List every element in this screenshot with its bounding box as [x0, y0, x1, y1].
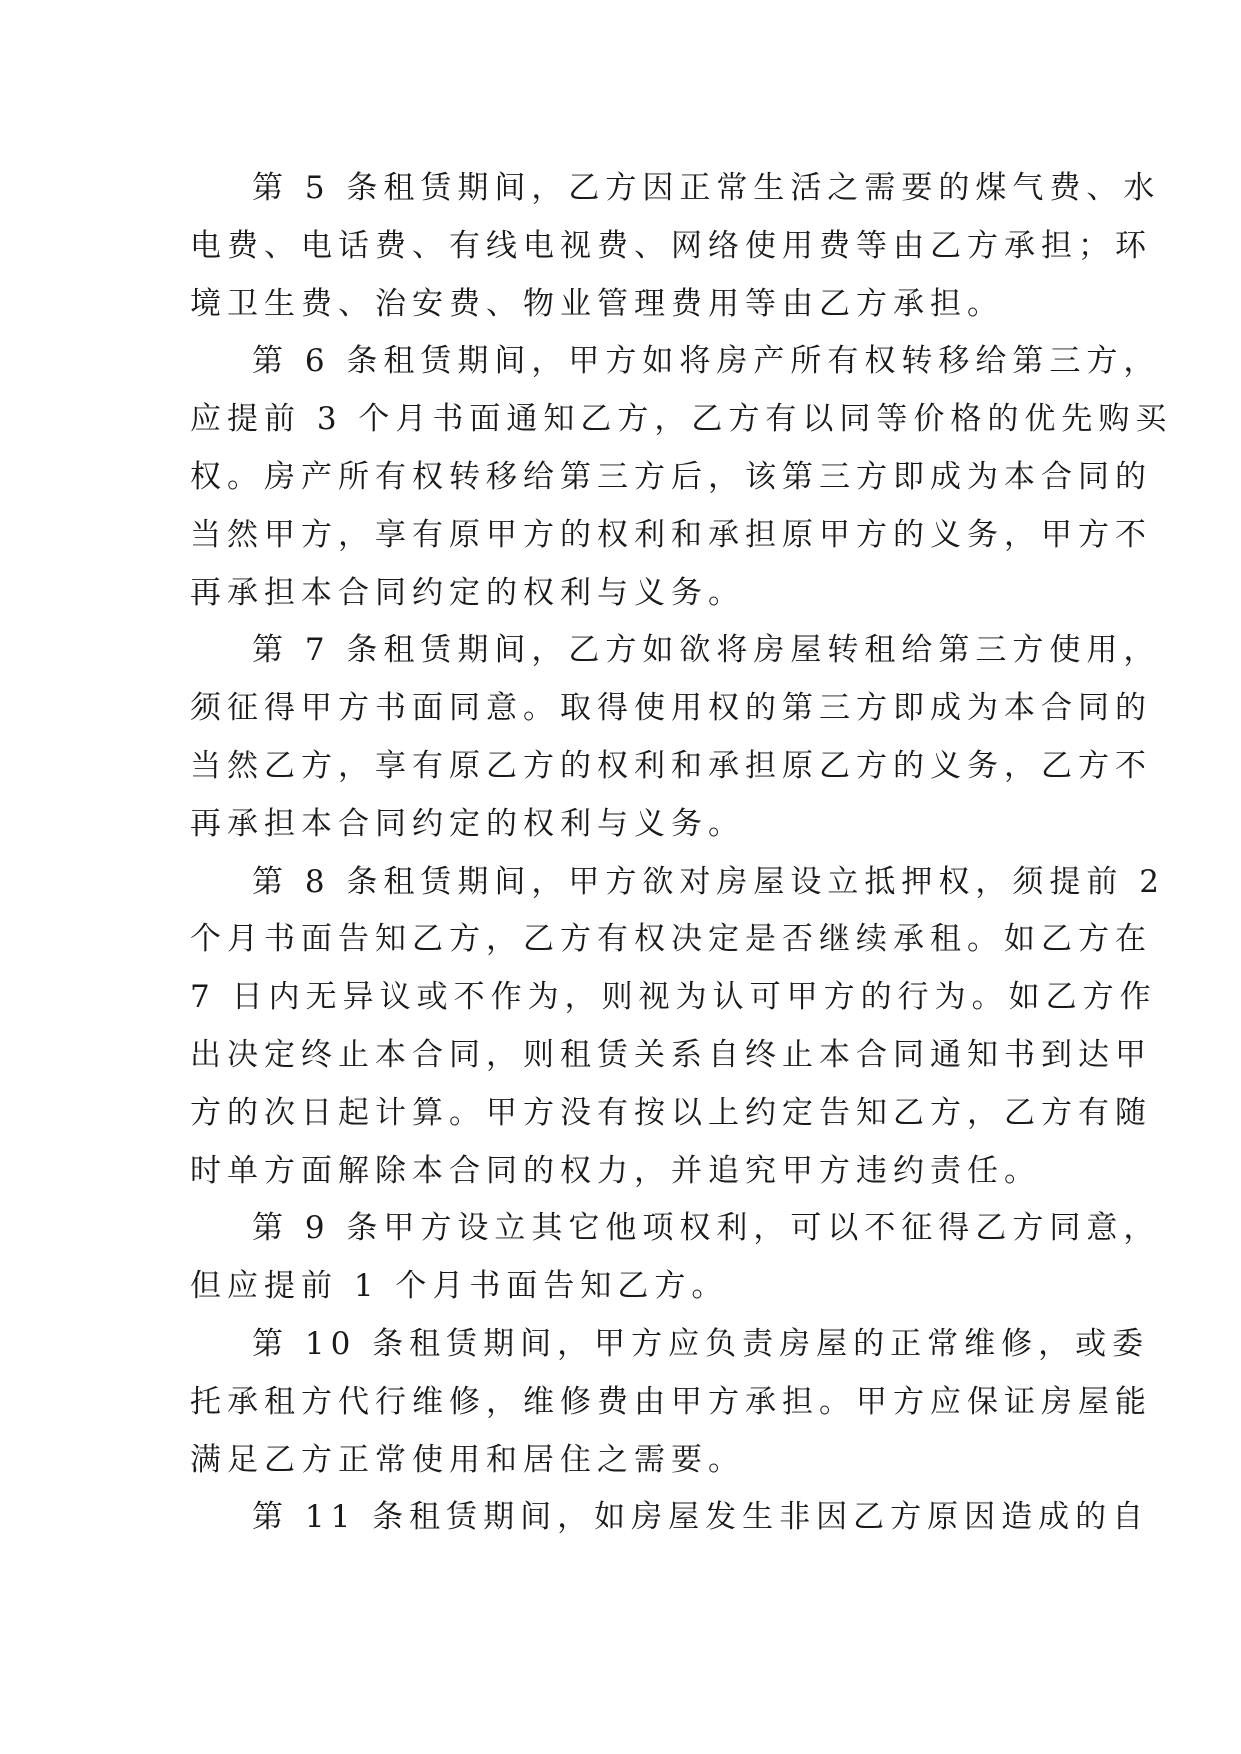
text-line: 方的次日起计算。甲方没有按以上约定告知乙方，乙方有随	[190, 1094, 1152, 1131]
text-line: 第 5 条租赁期间，乙方因正常生活之需要的煤气费、水	[252, 170, 1161, 206]
document-body	[190, 160, 1173, 1547]
text-line: 须征得甲方书面同意。取得使用权的第三方即成为本合同的	[190, 690, 1152, 727]
text-line: 当然甲方，享有原甲方的权利和承担原甲方的义务，甲方不	[190, 516, 1152, 553]
text-line: 第 6 条租赁期间，甲方如将房产所有权转移给第三方，	[252, 343, 1161, 380]
text-line: 第 8 条租赁期间，甲方欲对房屋设立抵押权，须提前 2	[252, 863, 1166, 900]
text-line: 境卫生费、治安费、物业管理费用等由乙方承担。	[190, 285, 1004, 322]
text-line: 应提前 3 个月书面通知乙方，乙方有以同等价格的优先购买	[190, 401, 1173, 438]
text-line: 第 10 条租赁期间，甲方应负责房屋的正常维修，或委	[252, 1325, 1150, 1362]
text-line: 第 7 条租赁期间，乙方如欲将房屋转租给第三方使用，	[252, 632, 1161, 669]
text-line: 托承租方代行维修，维修费由甲方承担。甲方应保证房屋能	[190, 1383, 1152, 1420]
text-line: 再承担本合同约定的权利与义务。	[190, 574, 745, 611]
text-line: 7 日内无异议或不作为，则视为认可甲方的行为。如乙方作	[190, 979, 1157, 1016]
text-line: 个月书面告知乙方，乙方有权决定是否继续承租。如乙方在	[190, 921, 1152, 958]
text-line: 但应提前 1 个月书面告知乙方。	[190, 1268, 729, 1305]
text-line: 时单方面解除本合同的权力，并追究甲方违约责任。	[190, 1152, 1041, 1189]
text-line: 再承担本合同约定的权利与义务。	[190, 805, 745, 842]
text-line: 第 9 条甲方设立其它他项权利，可以不征得乙方同意，	[252, 1210, 1161, 1247]
text-line: 当然乙方，享有原乙方的权利和承担原乙方的义务，乙方不	[190, 747, 1152, 784]
text-line: 权。房产所有权转移给第三方后，该第三方即成为本合同的	[190, 458, 1152, 495]
text-line: 出决定终止本合同，则租赁关系自终止本合同通知书到达甲	[190, 1036, 1152, 1073]
text-line: 第 11 条租赁期间，如房屋发生非因乙方原因造成的自	[252, 1499, 1150, 1536]
text-line: 电费、电话费、有线电视费、网络使用费等由乙方承担；环	[190, 227, 1152, 264]
text-line: 满足乙方正常使用和居住之需要。	[190, 1441, 745, 1478]
